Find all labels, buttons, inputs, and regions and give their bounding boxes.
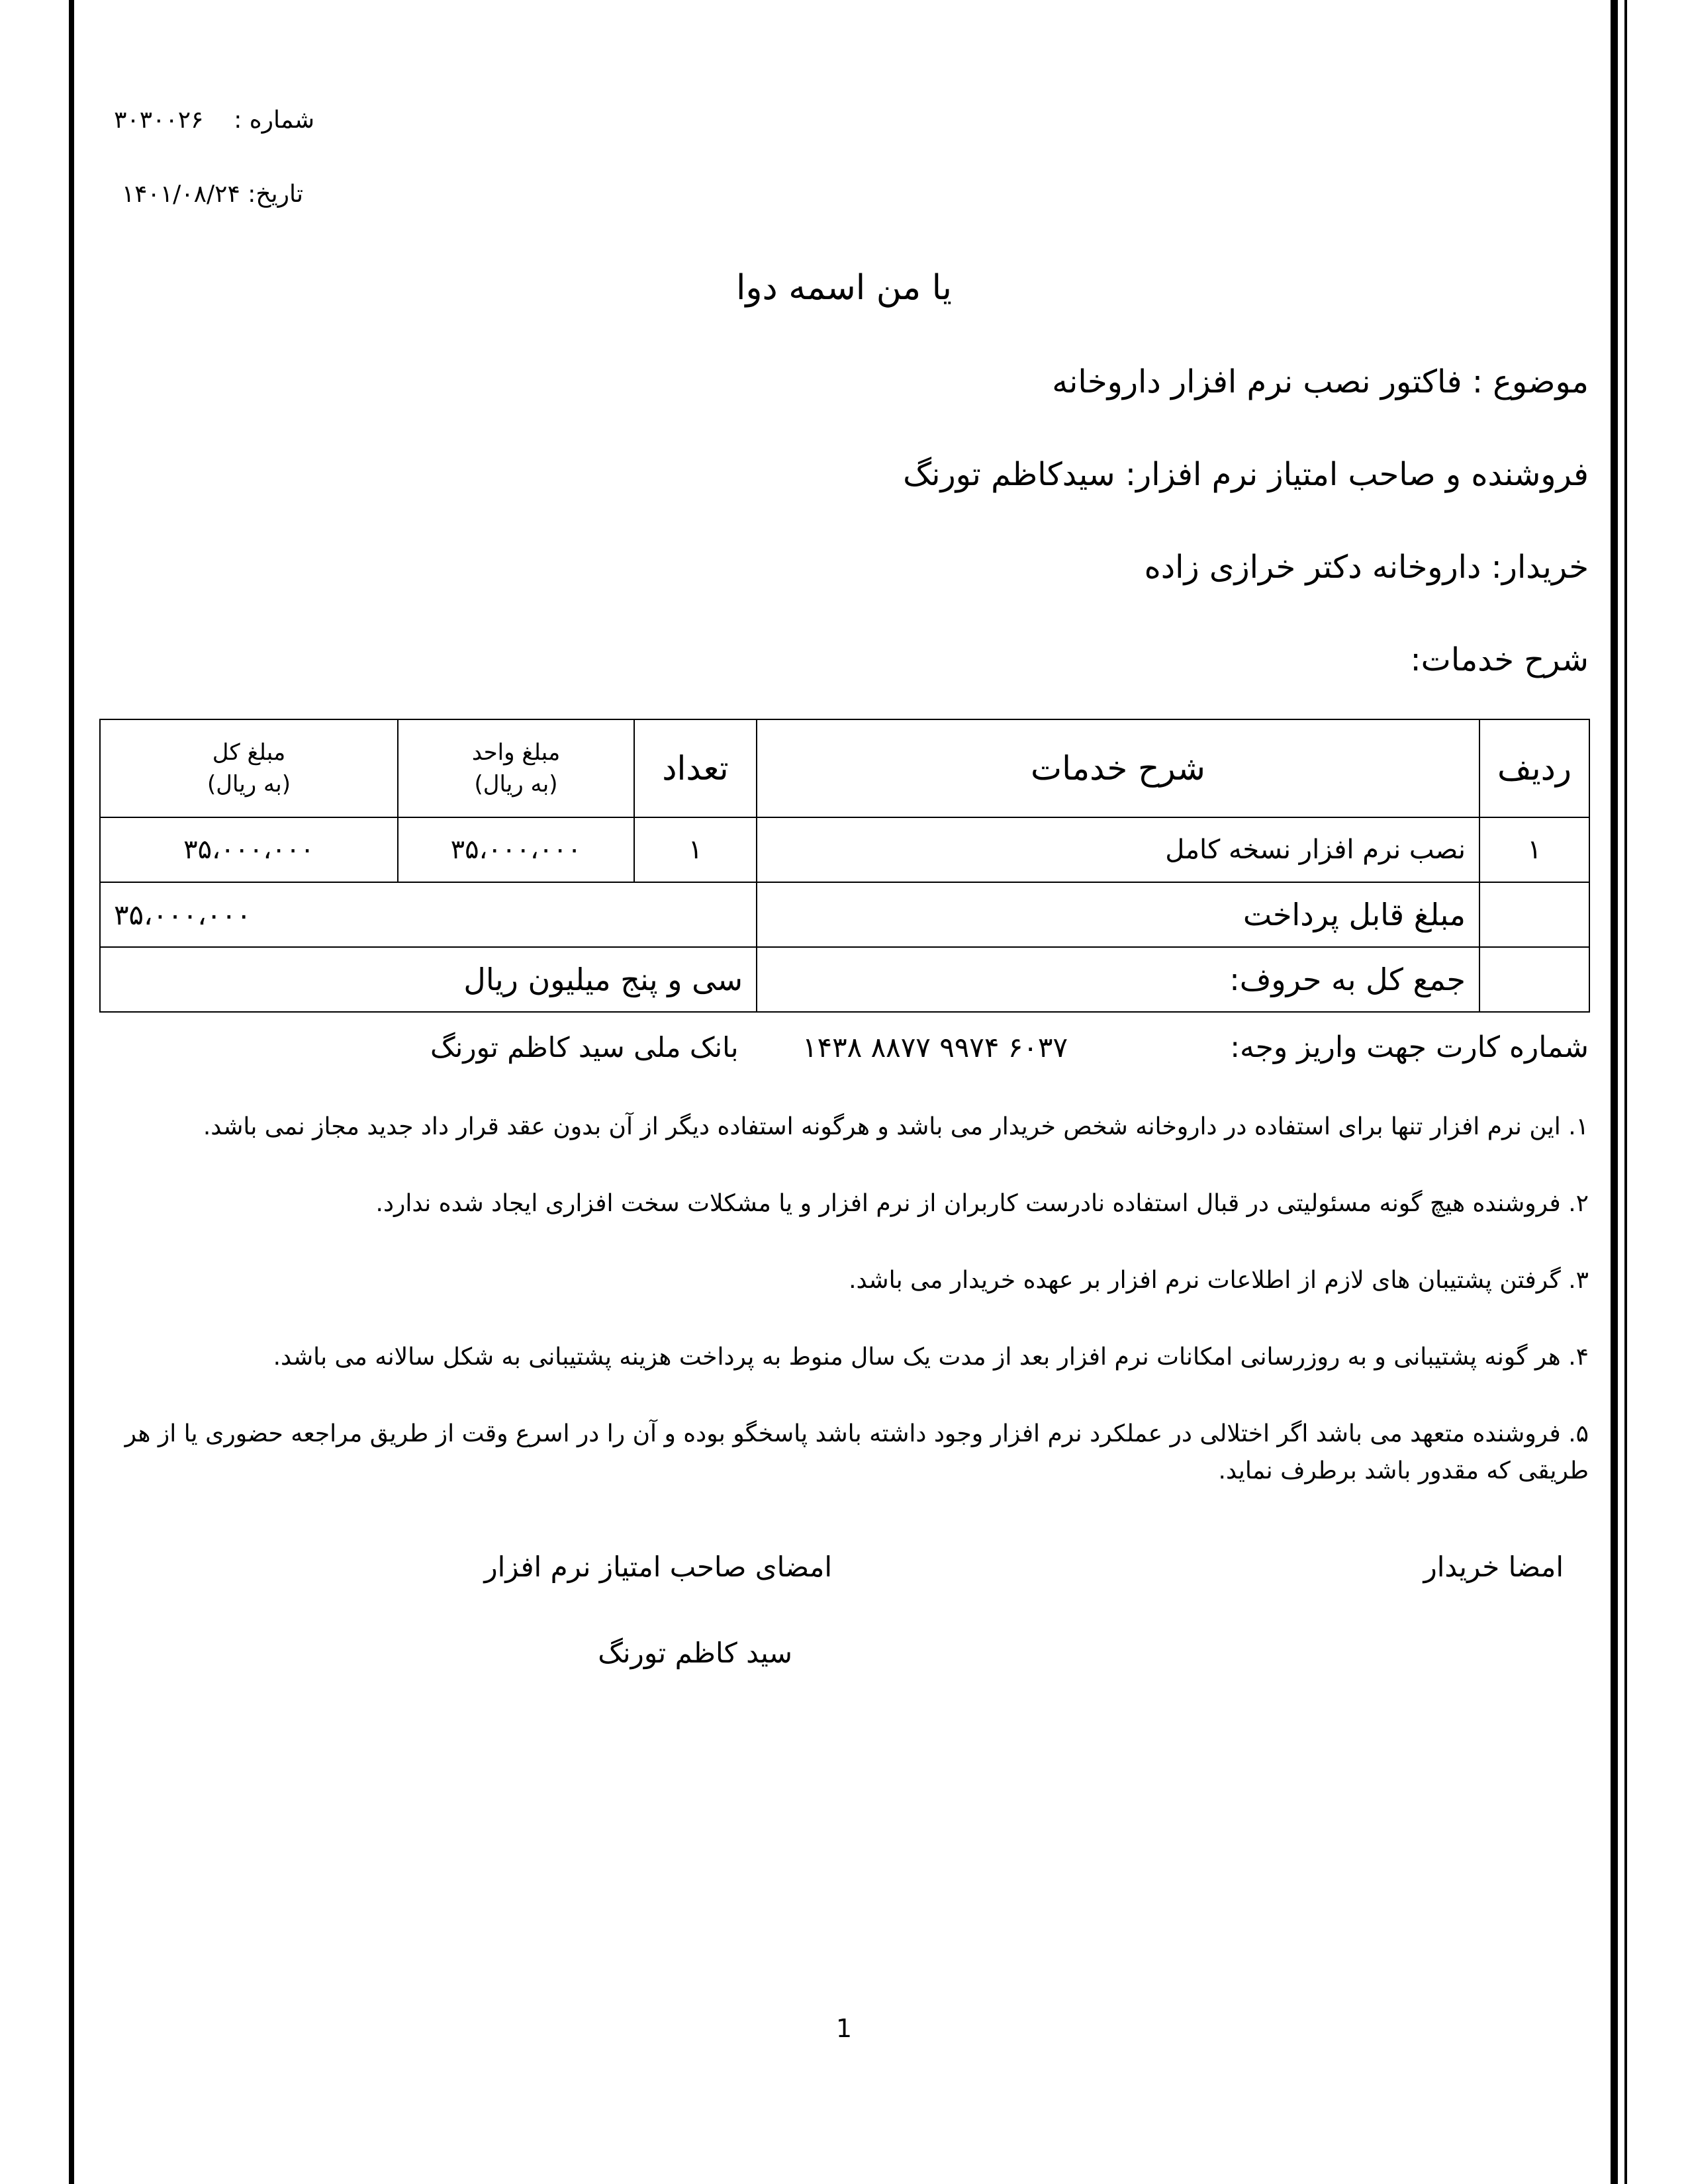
services-heading: شرح خدمات: bbox=[1410, 641, 1589, 678]
term-item: ۵. فروشنده متعهد می باشد اگر اختلالی در عملکرد نرم افزار وجود داشته باشد پاسخگو بوده و آن را در اسرع وقت از طریق مراجعه حضوری یا از هر طریقی که مقدور باشد برطرف نماید. bbox=[124, 1420, 1589, 1484]
row-unit-price: ۳۵،۰۰۰،۰۰۰ bbox=[398, 817, 634, 882]
words-empty-cell bbox=[1479, 947, 1589, 1012]
col-header-description: شرح خدمات bbox=[757, 719, 1479, 817]
col-header-total-price bbox=[100, 719, 398, 817]
words-row bbox=[100, 947, 1589, 1012]
card-number: ۶۰۳۷ ۹۹۷۴ ۸۸۷۷ ۱۴۳۸ bbox=[802, 1031, 1068, 1064]
term-item: ۴. هر گونه پشتیبانی و به روزرسانی امکانات نرم افزار بعد از مدت یک سال منوط به پرداخت هزینه پشتیبانی به شکل سالانه می باشد. bbox=[273, 1343, 1589, 1371]
invoice-table bbox=[99, 719, 1590, 1013]
col-header-quantity: تعداد bbox=[634, 719, 757, 817]
total-price-unit: (به ریال) bbox=[207, 771, 291, 797]
invoice-date bbox=[122, 180, 303, 209]
page-border-right bbox=[1611, 0, 1618, 2184]
total-price-label: مبلغ کل bbox=[212, 739, 286, 766]
page-border-left bbox=[69, 0, 74, 2184]
term-item: ۱. این نرم افزار تنها برای استفاده در داروخانه شخص خریدار می باشد و هرگونه استفاده دیگر از آن بدون عقد قرار داد جدید مجاز نمی باشد. bbox=[203, 1113, 1589, 1140]
owner-name: سید کاظم تورنگ bbox=[598, 1637, 792, 1669]
row-quantity: ۱ bbox=[634, 817, 757, 882]
invoice-date-label: تاریخ: bbox=[248, 181, 303, 208]
invoice-subject: موضوع : فاکتور نصب نرم افزار داروخانه bbox=[1052, 363, 1589, 400]
buyer-line: خریدار: داروخانه دکتر خرازی زاده bbox=[1144, 549, 1589, 586]
payable-empty-cell bbox=[1479, 882, 1589, 947]
payable-label: مبلغ قابل پرداخت bbox=[757, 882, 1479, 947]
page-number: 1 bbox=[835, 2014, 853, 2043]
buyer-signature-label: امضا خریدار bbox=[1423, 1551, 1564, 1583]
invoice-date-value: ۱۴۰۱/۰۸/۲۴ bbox=[121, 181, 240, 208]
unit-price-unit: (به ریال) bbox=[474, 771, 558, 797]
invoice-number-value: ۳۰۳۰۰۲۶ bbox=[114, 107, 204, 134]
page-border-right-inner bbox=[1624, 0, 1627, 2184]
terms-list bbox=[99, 1109, 1589, 1529]
row-total-price: ۳۵،۰۰۰،۰۰۰ bbox=[100, 817, 398, 882]
words-label: جمع کل به حروف: bbox=[757, 947, 1479, 1012]
table-row bbox=[100, 817, 1589, 882]
words-value: سی و پنج میلیون ریال bbox=[100, 947, 757, 1012]
term-item: ۲. فروشنده هیچ گونه مسئولیتی در قبال استفاده نادرست کاربران از نرم افزار و یا مشکلات سخت افزاری ایجاد شده ندارد. bbox=[375, 1190, 1589, 1217]
payable-value: ۳۵،۰۰۰،۰۰۰ bbox=[100, 882, 757, 947]
seller-line: فروشنده و صاحب امتیاز نرم افزار: سیدکاظم تورنگ bbox=[903, 456, 1589, 493]
payable-row bbox=[100, 882, 1589, 947]
col-header-row-number: ردیف bbox=[1479, 719, 1589, 817]
unit-price-label: مبلغ واحد bbox=[471, 739, 561, 766]
term-item: ۳. گرفتن پشتیبان های لازم از اطلاعات نرم افزار بر عهده خریدار می باشد. bbox=[849, 1267, 1589, 1294]
card-label: شماره کارت جهت واریز وجه: bbox=[1230, 1030, 1589, 1064]
page-heading: یا من اسمه دوا bbox=[735, 268, 952, 308]
row-description: نصب نرم افزار نسخه کامل bbox=[757, 817, 1479, 882]
row-index: ۱ bbox=[1479, 817, 1589, 882]
col-header-unit-price bbox=[398, 719, 634, 817]
bank-name: بانک ملی سید کاظم تورنگ bbox=[430, 1031, 739, 1064]
invoice-number-label: شماره : bbox=[234, 107, 314, 134]
invoice-number bbox=[114, 106, 314, 135]
table-header-row bbox=[100, 719, 1589, 817]
owner-signature-label: امضای صاحب امتیاز نرم افزار bbox=[484, 1551, 832, 1583]
